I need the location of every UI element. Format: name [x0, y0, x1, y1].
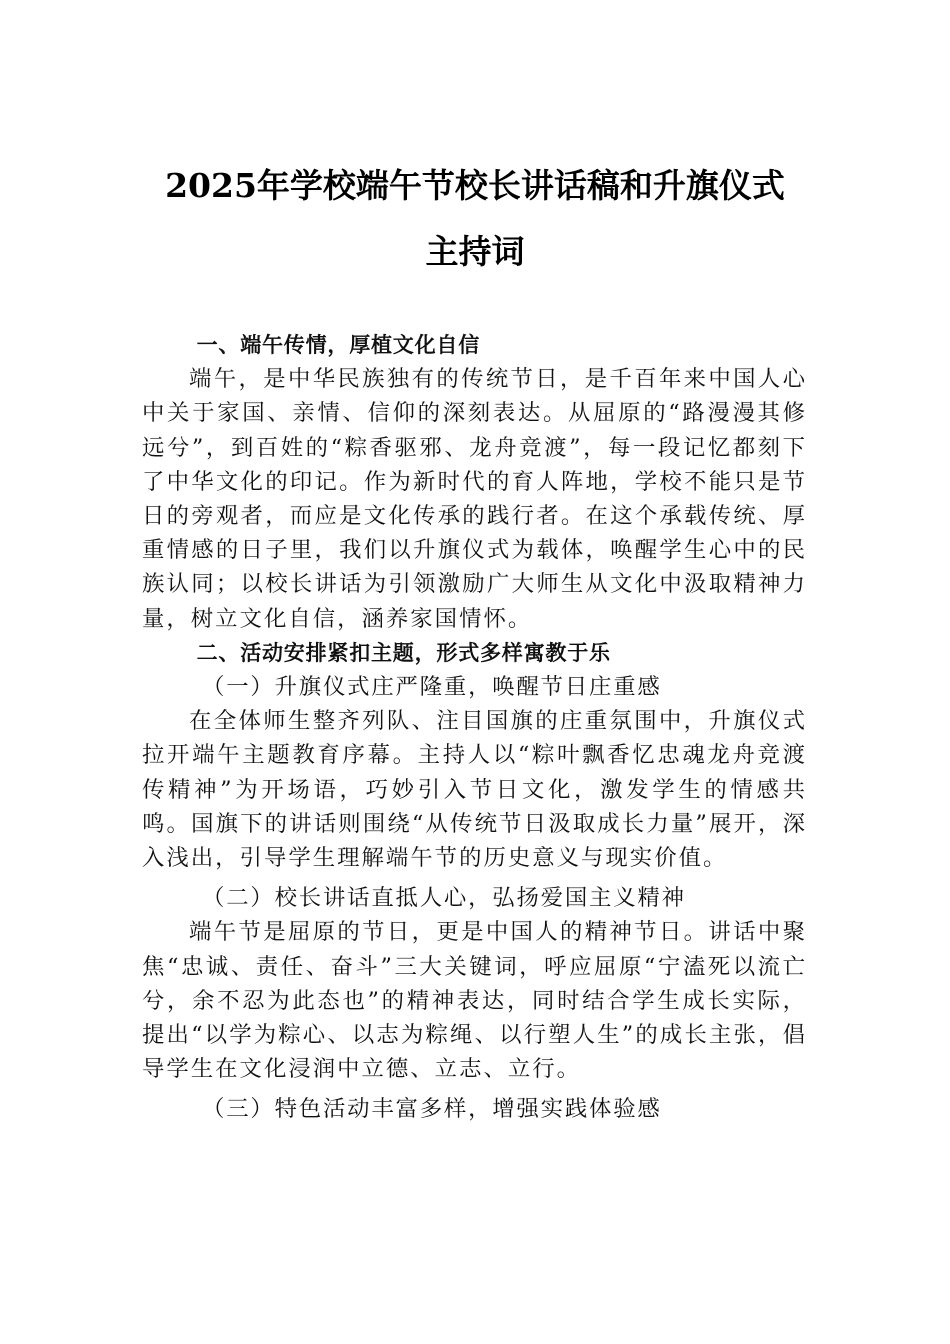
section-1-heading: 一、端午传情，厚植文化自信	[196, 333, 480, 357]
section-1-paragraph: 端午，是中华民族独有的传统节日，是千百年来中国人心中关于家国、亲情、信仰的深刻表达。从屈原的“路漫漫其修远兮”，到百姓的“粽香驱邪、龙舟竞渡”，每一段记忆都刻下了中华文化的印记。作为新时代的育人阵地，学校不能只是节日的旁观者，而应是文化传承的践行者。在这个承载传统、厚重情感的日子里，我们以升旗仪式为载体，唤醒学生心中的民族认同；以校长讲话为引领激励广大师生从文化中汲取精神力量，树立文化自信，涵养家国情怀。	[142, 366, 807, 632]
section-2-heading: 二、活动安排紧扣主题，形式多样寓教于乐	[196, 640, 611, 665]
subsection-2-paragraph: 端午节是屈原的节日，更是中国人的精神节日。讲话中聚焦“忠诚、责任、奋斗”三大关键词，呼应屈原“宁溘死以流亡兮，余不忍为此态也”的精神表达，同时结合学生成长实际，提出“以学为粽心、以志为粽绳、以行塑人生”的成长主张，倡导学生在文化浸润中立德、立志、立行。	[142, 919, 807, 1083]
subsection-1-heading: （一）升旗仪式庄严隆重，唤醒节日庄重感	[202, 674, 662, 701]
document-body	[142, 328, 807, 1127]
subsection-2-heading: （二）校长讲话直抵人心，弘扬爱国主义精神	[202, 885, 686, 912]
document-title-line-1: 2025年学校端午节校长讲话稿和升旗仪式	[165, 166, 785, 205]
subsection-3-heading: （三）特色活动丰富多样，增强实践体验感	[202, 1096, 662, 1123]
subsection-1-paragraph: 在全体师生整齐列队、注目国旗的庄重氛围中，升旗仪式拉开端午主题教育序幕。主持人以“粽叶飘香忆忠魂龙舟竞渡传精神”为开场语，巧妙引入节日文化，激发学生的情感共鸣。国旗下的讲话则围绕“从传统节日汲取成长力量”展开，深入浅出，引导学生理解端午节的历史意义与现实价值。	[142, 708, 807, 872]
document-title-line-2: 主持词	[425, 232, 525, 271]
